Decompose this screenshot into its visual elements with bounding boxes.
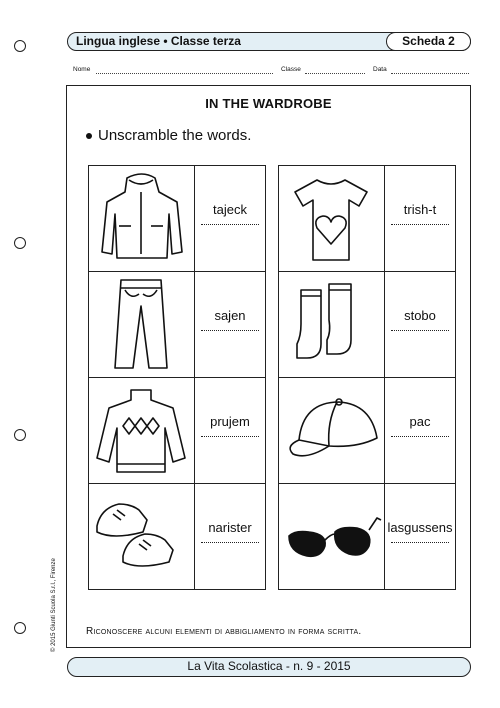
table-row [279,378,456,484]
table-row [89,166,266,272]
word-cell [385,378,456,484]
table-row [279,484,456,590]
class-label: Classe [281,66,301,73]
scrambled-word: tajeck [213,202,247,217]
picture-cell [89,378,195,484]
table-row [89,272,266,378]
jeans-icon [89,272,194,377]
binder-hole [14,622,26,634]
answer-blank[interactable] [391,436,449,437]
instruction-text: Unscramble the words. [98,127,252,144]
scrambled-word: sajen [214,308,246,323]
learning-objective: Riconoscere alcuni elementi di abbigliamento in forma scritta. [86,626,362,637]
picture-cell [279,378,385,484]
publication-label: La Vita Scolastica - n. 9 - 2015 [187,659,351,673]
answer-blank[interactable] [391,330,449,331]
answer-blank[interactable] [201,436,259,437]
word-cell [385,484,456,590]
picture-cell [89,272,195,378]
binder-hole [14,40,26,52]
instruction [86,127,251,144]
word-cell [195,272,266,378]
scrambled-word: trish-t [403,202,437,217]
tshirt-icon [279,166,384,271]
answer-blank[interactable] [201,224,259,225]
answer-blank[interactable] [391,224,449,225]
name-field[interactable] [96,73,273,74]
picture-cell [279,484,385,590]
sunglasses-icon [279,484,384,589]
worksheet-title: IN THE WARDROBE [205,96,332,111]
answer-blank[interactable] [391,542,449,543]
binder-hole [14,429,26,441]
scrambled-word: stobo [404,308,436,323]
picture-cell [279,166,385,272]
scrambled-word: lasgussens [387,520,453,535]
answer-blank[interactable] [201,330,259,331]
answer-blank[interactable] [201,542,259,543]
footer-bar [67,657,471,677]
boots-icon [279,272,384,377]
table-row [279,272,456,378]
binder-hole [14,237,26,249]
header-bar [67,32,471,51]
word-cell [195,378,266,484]
word-cell [195,484,266,590]
name-label: Nome [73,66,91,73]
trainers-icon [89,484,194,589]
table-row [89,378,266,484]
cap-icon [279,378,384,483]
date-label: Data [373,66,387,73]
left-word-table [88,165,266,590]
scrambled-word: prujem [210,414,250,429]
jumper-icon [89,378,194,483]
scrambled-word: pac [409,414,431,429]
word-cell [385,272,456,378]
word-cell [195,166,266,272]
table-row [279,166,456,272]
picture-cell [89,484,195,590]
scrambled-word: narister [208,520,252,535]
date-field[interactable] [391,73,469,74]
subject-label: Lingua inglese • Classe terza [76,34,241,48]
sheet-label: Scheda 2 [386,32,471,51]
table-row [89,484,266,590]
picture-cell [89,166,195,272]
copyright-note: © 2015 Giunti Scuola S.r.l., Firenze [51,558,57,652]
jacket-icon [89,166,194,271]
right-word-table [278,165,456,590]
picture-cell [279,272,385,378]
bullet-icon [86,133,92,139]
word-cell [385,166,456,272]
class-field[interactable] [305,73,365,74]
